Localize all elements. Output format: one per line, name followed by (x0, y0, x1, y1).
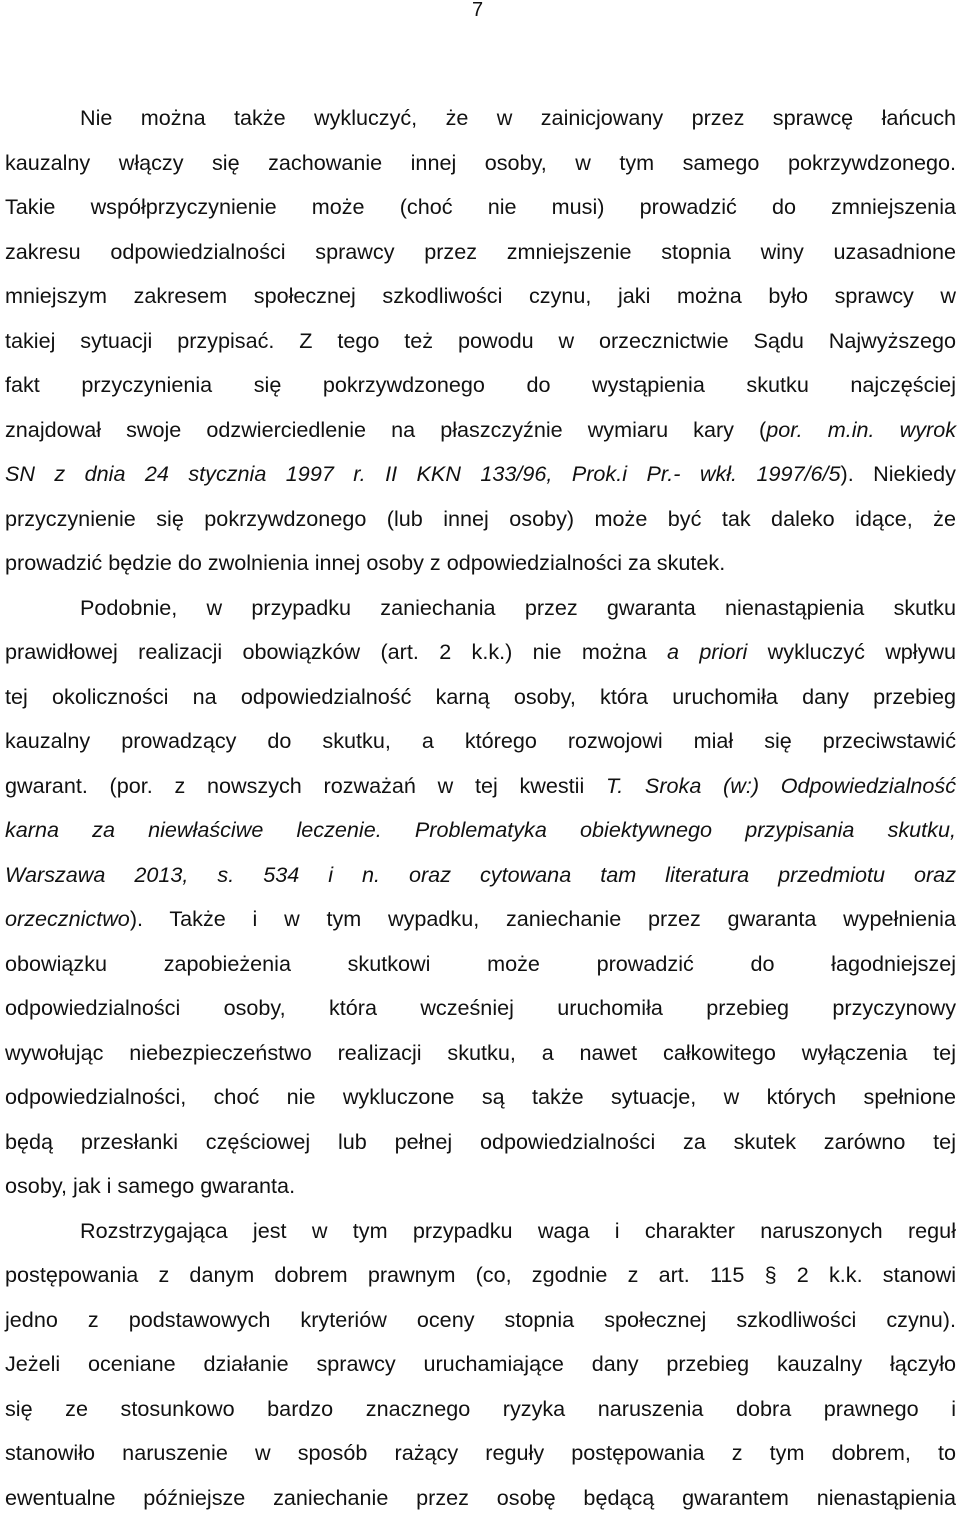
text-run: odpowiedzialności, choć nie wykluczone są także sytuacje, w których spełnione (5, 1084, 956, 1109)
text-line (5, 497, 956, 542)
text-line (5, 1120, 956, 1165)
text-line (5, 1431, 956, 1476)
text-line (5, 630, 956, 675)
italic-text-run: por. m.in. wyrok (766, 417, 956, 442)
text-line (5, 230, 956, 275)
text-run: prowadzić będzie do zwolnienia innej osoby z odpowiedzialności za skutek. (5, 550, 725, 575)
text-line (5, 141, 956, 186)
text-line (5, 942, 956, 987)
text-run: postępowania z danym dobrem prawnym (co, zgodnie z art. 115 § 2 k.k. stanowi (5, 1262, 956, 1287)
text-line (5, 452, 956, 497)
text-run: Takie współprzyczynienie może (choć nie musi) prowadzić do zmniejszenia (5, 194, 956, 219)
italic-text-run: SN z dnia 24 stycznia 1997 r. II KKN 133/96, Prok.i Pr.- wkł. 1997/6/5 (5, 461, 841, 486)
text-line (5, 1342, 956, 1387)
italic-text-run: a priori (667, 639, 747, 664)
text-run: kauzalny włączy się zachowanie innej osoby, w tym samego pokrzywdzonego. (5, 150, 956, 175)
text-run: wywołując niebezpieczeństwo realizacji skutku, a nawet całkowitego wyłączenia tej (5, 1040, 956, 1065)
text-line (5, 1164, 956, 1209)
page-number: 7 (472, 0, 483, 20)
text-run: fakt przyczynienia się pokrzywdzonego do wystąpienia skutku najczęściej (5, 372, 956, 397)
text-line (5, 897, 956, 942)
text-run: wykluczyć wpływu (747, 639, 956, 664)
text-line (5, 1298, 956, 1343)
text-line (5, 808, 956, 853)
text-run: obowiązku zapobieżenia skutkowi może prowadzić do łagodniejszej (5, 951, 956, 976)
text-run: prawidłowej realizacji obowiązków (art. 2 k.k.) nie można (5, 639, 667, 664)
italic-text-run: karna za niewłaściwe leczenie. Problematyka obiektywnego przypisania skutku, (5, 817, 956, 842)
text-run: jedno z podstawowych kryteriów oceny stopnia społecznej szkodliwości czynu). (5, 1307, 956, 1332)
text-line (5, 363, 956, 408)
text-run: kauzalny prowadzący do skutku, a którego rozwojowi miał się przeciwstawić (5, 728, 956, 753)
text-run: zakresu odpowiedzialności sprawcy przez zmniejszenie stopnia winy uzasadnione (5, 239, 956, 264)
text-line (5, 853, 956, 898)
text-line (5, 274, 956, 319)
text-line (5, 586, 956, 631)
text-run: Podobnie, w przypadku zaniechania przez gwaranta nienastąpienia skutku (80, 595, 956, 620)
text-line (5, 408, 956, 453)
text-run: ). Także i w tym wypadku, zaniechanie przez gwaranta wypełnienia (130, 906, 956, 931)
text-run: tej okoliczności na odpowiedzialność karną osoby, która uruchomiła dany przebieg (5, 684, 956, 709)
text-run: będą przesłanki częściowej lub pełnej odpowiedzialności za skutek zarówno tej (5, 1129, 956, 1154)
text-line (5, 541, 956, 586)
text-run: mniejszym zakresem społecznej szkodliwości czynu, jaki można było sprawcy w (5, 283, 956, 308)
text-line (5, 1075, 956, 1120)
text-line (5, 1031, 956, 1076)
text-run: Jeżeli oceniane działanie sprawcy uruchamiające dany przebieg kauzalny łączyło (5, 1351, 956, 1376)
text-line (5, 764, 956, 809)
text-run: ). Niekiedy (841, 461, 956, 486)
text-run: ewentualne późniejsze zaniechanie przez osobę będącą gwarantem nienastąpienia (5, 1485, 956, 1510)
text-line (5, 1253, 956, 1298)
text-line (5, 1476, 956, 1520)
text-run: znajdował swoje odzwierciedlenie na płaszczyźnie wymiaru kary ( (5, 417, 766, 442)
text-line (5, 185, 956, 230)
text-run: odpowiedzialności osoby, która wcześniej uruchomiła przebieg przyczynowy (5, 995, 956, 1020)
text-run: Rozstrzygająca jest w tym przypadku waga i charakter naruszonych reguł (80, 1218, 956, 1243)
italic-text-run: orzecznictwo (5, 906, 130, 931)
text-line (5, 96, 956, 141)
italic-text-run: Warszawa 2013, s. 534 i n. oraz cytowana tam literatura przedmiotu oraz (5, 862, 956, 887)
text-line (5, 1387, 956, 1432)
italic-text-run: T. Sroka (w:) Odpowiedzialność (606, 773, 956, 798)
document-body (5, 96, 956, 1520)
text-run: przyczynienie się pokrzywdzonego (lub innej osoby) może być tak daleko idące, że (5, 506, 956, 531)
text-run: stanowiło naruszenie w sposób rażący reguły postępowania z tym dobrem, to (5, 1440, 956, 1465)
text-run: Nie można także wykluczyć, że w zainicjowany przez sprawcę łańcuch (80, 105, 956, 130)
text-run: takiej sytuacji przypisać. Z tego też powodu w orzecznictwie Sądu Najwyższego (5, 328, 956, 353)
text-line (5, 319, 956, 364)
text-run: gwarant. (por. z nowszych rozważań w tej kwestii (5, 773, 606, 798)
text-line (5, 986, 956, 1031)
text-run: się ze stosunkowo bardzo znacznego ryzyka naruszenia dobra prawnego i (5, 1396, 956, 1421)
text-line (5, 1209, 956, 1254)
text-run: osoby, jak i samego gwaranta. (5, 1173, 295, 1198)
text-line (5, 719, 956, 764)
text-line (5, 675, 956, 720)
